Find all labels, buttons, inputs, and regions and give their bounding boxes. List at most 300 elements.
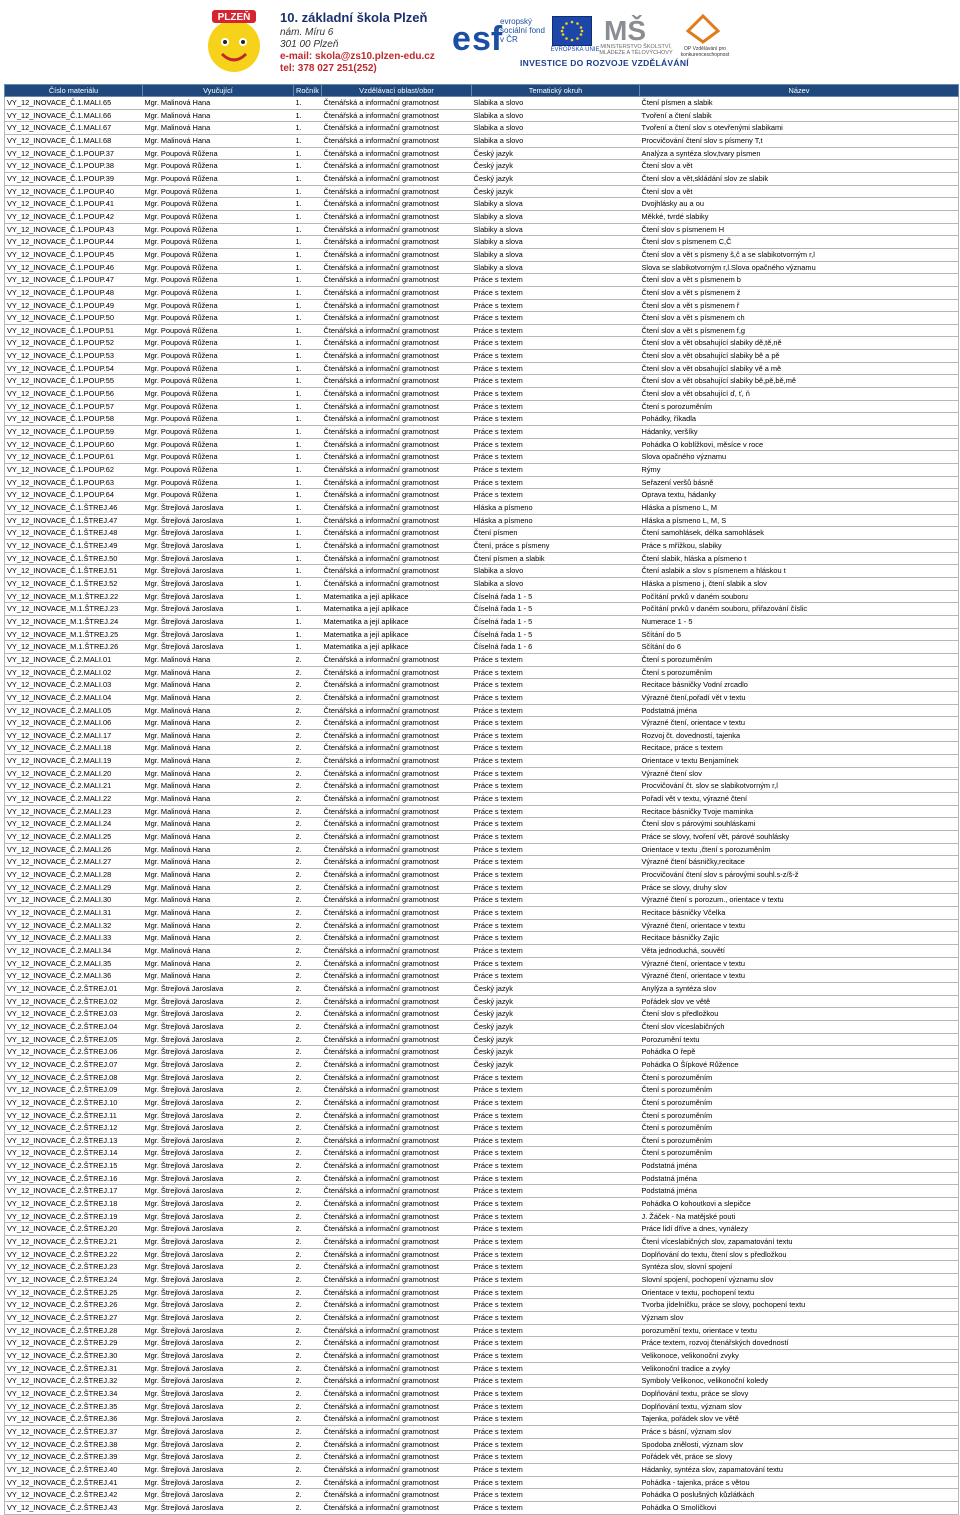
cell-okruh: Práce s textem	[472, 1147, 640, 1160]
cell-oblast: Čtenářská a informační gramotnost	[322, 1299, 472, 1312]
cell-cislo: VY_12_INOVACE_M.1.ŠTREJ.26	[5, 641, 143, 654]
cell-okruh: Práce s textem	[472, 426, 640, 439]
cell-vyucujici: Mgr. Štrejlová Jaroslava	[143, 1299, 294, 1312]
cell-okruh: Čtení písmen	[472, 527, 640, 540]
cell-vyucujici: Mgr. Štrejlová Jaroslava	[143, 982, 294, 995]
cell-cislo: VY_12_INOVACE_Č.2.MALI.06	[5, 717, 143, 730]
table-row	[5, 362, 959, 375]
table-row	[5, 324, 959, 337]
table-row	[5, 1274, 959, 1287]
table-row	[5, 1248, 959, 1261]
table-row	[5, 1122, 959, 1135]
cell-vyucujici: Mgr. Malinová Hana	[143, 856, 294, 869]
cell-nazev: Práce se slovy, druhy slov	[640, 881, 959, 894]
cell-oblast: Čtenářská a informační gramotnost	[322, 337, 472, 350]
cell-cislo: VY_12_INOVACE_Č.2.MALI.35	[5, 957, 143, 970]
cell-okruh: Slabika a slovo	[472, 122, 640, 135]
cell-okruh: Slabika a slovo	[472, 109, 640, 122]
cell-vyucujici: Mgr. Štrejlová Jaroslava	[143, 1134, 294, 1147]
cell-cislo: VY_12_INOVACE_Č.2.MALI.36	[5, 970, 143, 983]
cell-okruh: Práce s textem	[472, 1134, 640, 1147]
cell-okruh: Český jazyk	[472, 995, 640, 1008]
cell-rocnik: 1.	[294, 324, 322, 337]
cell-nazev: Pohádky, říkadla	[640, 413, 959, 426]
table-row	[5, 172, 959, 185]
cell-rocnik: 1.	[294, 362, 322, 375]
cell-nazev: Hláska a písmeno L, M	[640, 502, 959, 515]
cell-okruh: Práce s textem	[472, 1248, 640, 1261]
cell-nazev: Výrazné čtení, orientace v textu	[640, 970, 959, 983]
cell-okruh: Slabiky a slova	[472, 198, 640, 211]
cell-oblast: Čtenářská a informační gramotnost	[322, 160, 472, 173]
cell-vyucujici: Mgr. Štrejlová Jaroslava	[143, 1160, 294, 1173]
cell-okruh: Práce s textem	[472, 1337, 640, 1350]
cell-rocnik: 1.	[294, 400, 322, 413]
table-row	[5, 691, 959, 704]
cell-oblast: Matematika a její aplikace	[322, 628, 472, 641]
table-row	[5, 666, 959, 679]
cell-oblast: Čtenářská a informační gramotnost	[322, 577, 472, 590]
cell-nazev: Čtení s porozuměním	[640, 1147, 959, 1160]
cell-cislo: VY_12_INOVACE_Č.2.ŠTREJ.06	[5, 1046, 143, 1059]
cell-rocnik: 1.	[294, 628, 322, 641]
cell-oblast: Čtenářská a informační gramotnost	[322, 426, 472, 439]
table-row	[5, 1033, 959, 1046]
cell-vyucujici: Mgr. Štrejlová Jaroslava	[143, 527, 294, 540]
cell-cislo: VY_12_INOVACE_Č.2.MALI.02	[5, 666, 143, 679]
cell-rocnik: 2.	[294, 1299, 322, 1312]
table-row	[5, 476, 959, 489]
cell-nazev: Recitace básničky Včelka	[640, 907, 959, 920]
cell-okruh: Práce s textem	[472, 1198, 640, 1211]
cell-cislo: VY_12_INOVACE_Č.2.MALI.32	[5, 919, 143, 932]
cell-cislo: VY_12_INOVACE_Č.2.MALI.05	[5, 704, 143, 717]
table-row	[5, 856, 959, 869]
cell-rocnik: 2.	[294, 1046, 322, 1059]
cell-vyucujici: Mgr. Štrejlová Jaroslava	[143, 603, 294, 616]
cell-cislo: VY_12_INOVACE_Č.1.POUP.62	[5, 464, 143, 477]
cell-vyucujici: Mgr. Štrejlová Jaroslava	[143, 1286, 294, 1299]
cell-okruh: Práce s textem	[472, 793, 640, 806]
cell-oblast: Čtenářská a informační gramotnost	[322, 552, 472, 565]
cell-nazev: Pořádek vět, práce se slovy	[640, 1451, 959, 1464]
table-row	[5, 198, 959, 211]
cell-rocnik: 2.	[294, 995, 322, 1008]
cell-oblast: Čtenářská a informační gramotnost	[322, 489, 472, 502]
table-row	[5, 843, 959, 856]
cell-rocnik: 2.	[294, 742, 322, 755]
cell-okruh: Práce s textem	[472, 1223, 640, 1236]
cell-rocnik: 2.	[294, 1501, 322, 1514]
cell-cislo: VY_12_INOVACE_Č.1.MALI.66	[5, 109, 143, 122]
cell-rocnik: 2.	[294, 1489, 322, 1502]
cell-oblast: Čtenářská a informační gramotnost	[322, 122, 472, 135]
cell-cislo: VY_12_INOVACE_Č.1.POUP.39	[5, 172, 143, 185]
cell-vyucujici: Mgr. Štrejlová Jaroslava	[143, 1463, 294, 1476]
cell-nazev: Čtení slov a vět obsahující slabiky bě a pě	[640, 350, 959, 363]
cell-vyucujici: Mgr. Štrejlová Jaroslava	[143, 1274, 294, 1287]
cell-rocnik: 2.	[294, 1033, 322, 1046]
cell-oblast: Čtenářská a informační gramotnost	[322, 400, 472, 413]
cell-oblast: Čtenářská a informační gramotnost	[322, 793, 472, 806]
cell-rocnik: 2.	[294, 907, 322, 920]
cell-oblast: Čtenářská a informační gramotnost	[322, 286, 472, 299]
table-row	[5, 641, 959, 654]
cell-cislo: VY_12_INOVACE_Č.1.POUP.56	[5, 388, 143, 401]
table-row	[5, 286, 959, 299]
cell-cislo: VY_12_INOVACE_M.1.ŠTREJ.23	[5, 603, 143, 616]
cell-rocnik: 1.	[294, 236, 322, 249]
cell-rocnik: 1.	[294, 299, 322, 312]
cell-nazev: Čtení slov a vět s písmenem ch	[640, 312, 959, 325]
cell-vyucujici: Mgr. Štrejlová Jaroslava	[143, 1084, 294, 1097]
table-row	[5, 1071, 959, 1084]
cell-rocnik: 2.	[294, 729, 322, 742]
cell-oblast: Matematika a její aplikace	[322, 641, 472, 654]
cell-cislo: VY_12_INOVACE_Č.1.ŠTREJ.50	[5, 552, 143, 565]
cell-vyucujici: Mgr. Poupová Růžena	[143, 223, 294, 236]
cell-okruh: Český jazyk	[472, 147, 640, 160]
cell-rocnik: 2.	[294, 1223, 322, 1236]
table-row	[5, 160, 959, 173]
cell-cislo: VY_12_INOVACE_Č.2.MALI.22	[5, 793, 143, 806]
table-row	[5, 1134, 959, 1147]
col-header-vyucujici: Vyučující	[143, 85, 294, 97]
cell-vyucujici: Mgr. Poupová Růžena	[143, 312, 294, 325]
cell-oblast: Čtenářská a informační gramotnost	[322, 1046, 472, 1059]
cell-cislo: VY_12_INOVACE_Č.2.ŠTREJ.04	[5, 1020, 143, 1033]
cell-vyucujici: Mgr. Malinová Hana	[143, 894, 294, 907]
cell-nazev: Tvoření a čtení slov s otevřenými slabikami	[640, 122, 959, 135]
cell-rocnik: 2.	[294, 1084, 322, 1097]
address-line-2: 301 00 Plzeň	[280, 39, 339, 50]
table-row	[5, 514, 959, 527]
cell-vyucujici: Mgr. Štrejlová Jaroslava	[143, 1096, 294, 1109]
cell-cislo: VY_12_INOVACE_Č.2.ŠTREJ.29	[5, 1337, 143, 1350]
table-row	[5, 1476, 959, 1489]
cell-vyucujici: Mgr. Štrejlová Jaroslava	[143, 1489, 294, 1502]
cell-okruh: Práce s textem	[472, 1299, 640, 1312]
cell-oblast: Čtenářská a informační gramotnost	[322, 147, 472, 160]
cell-okruh: Práce s textem	[472, 350, 640, 363]
cell-nazev: Pohádka - tajenka, práce s větou	[640, 1476, 959, 1489]
cell-rocnik: 2.	[294, 1020, 322, 1033]
table-body	[5, 97, 959, 1515]
cell-okruh: Slabiky a slova	[472, 248, 640, 261]
cell-okruh: Práce s textem	[472, 362, 640, 375]
cell-cislo: VY_12_INOVACE_Č.1.POUP.53	[5, 350, 143, 363]
table-row	[5, 1375, 959, 1388]
cell-oblast: Čtenářská a informační gramotnost	[322, 995, 472, 1008]
table-header-row	[5, 85, 959, 97]
cell-cislo: VY_12_INOVACE_Č.1.POUP.44	[5, 236, 143, 249]
cell-nazev: Čtení slov a vět s písmenem ž	[640, 286, 959, 299]
cell-rocnik: 2.	[294, 1008, 322, 1021]
cell-vyucujici: Mgr. Malinová Hana	[143, 957, 294, 970]
cell-vyucujici: Mgr. Poupová Růžena	[143, 337, 294, 350]
table-row	[5, 628, 959, 641]
cell-cislo: VY_12_INOVACE_Č.2.ŠTREJ.39	[5, 1451, 143, 1464]
cell-oblast: Čtenářská a informační gramotnost	[322, 261, 472, 274]
cell-rocnik: 1.	[294, 160, 322, 173]
cell-okruh: Český jazyk	[472, 172, 640, 185]
cell-rocnik: 1.	[294, 451, 322, 464]
cell-vyucujici: Mgr. Poupová Růžena	[143, 451, 294, 464]
cell-nazev: Procvičování čt. slov se slabikotvorným r,l	[640, 780, 959, 793]
cell-cislo: VY_12_INOVACE_Č.2.ŠTREJ.17	[5, 1185, 143, 1198]
cell-oblast: Čtenářská a informační gramotnost	[322, 1463, 472, 1476]
cell-rocnik: 1.	[294, 312, 322, 325]
cell-okruh: Práce s textem	[472, 451, 640, 464]
cell-cislo: VY_12_INOVACE_Č.2.ŠTREJ.03	[5, 1008, 143, 1021]
cell-cislo: VY_12_INOVACE_Č.1.POUP.54	[5, 362, 143, 375]
cell-okruh: Práce s textem	[472, 1109, 640, 1122]
cell-rocnik: 2.	[294, 1425, 322, 1438]
table-row	[5, 1451, 959, 1464]
cell-okruh: Práce s textem	[472, 375, 640, 388]
cell-okruh: Práce s textem	[472, 1463, 640, 1476]
cell-oblast: Čtenářská a informační gramotnost	[322, 1476, 472, 1489]
cell-nazev: Podstatná jména	[640, 1185, 959, 1198]
school-phone: tel: 378 027 251(252)	[280, 63, 377, 74]
cell-rocnik: 2.	[294, 1362, 322, 1375]
table-row	[5, 679, 959, 692]
cell-vyucujici: Mgr. Štrejlová Jaroslava	[143, 1476, 294, 1489]
school-email[interactable]: e-mail: skola@zs10.plzen-edu.cz	[280, 51, 435, 62]
cell-nazev: Syntéza slov, slovní spojení	[640, 1261, 959, 1274]
cell-nazev: Čtení slov víceslabičných	[640, 1020, 959, 1033]
cell-vyucujici: Mgr. Malinová Hana	[143, 970, 294, 983]
cell-rocnik: 2.	[294, 1476, 322, 1489]
cell-cislo: VY_12_INOVACE_Č.2.ŠTREJ.24	[5, 1274, 143, 1287]
cell-rocnik: 2.	[294, 704, 322, 717]
svg-text:e: e	[452, 20, 471, 58]
cell-rocnik: 1.	[294, 603, 322, 616]
cell-cislo: VY_12_INOVACE_Č.2.ŠTREJ.14	[5, 1147, 143, 1160]
cell-okruh: Práce s textem	[472, 767, 640, 780]
col-header-oblast: Vzdělávací oblast/obor	[322, 85, 472, 97]
cell-oblast: Čtenářská a informační gramotnost	[322, 248, 472, 261]
table-row	[5, 805, 959, 818]
cell-vyucujici: Mgr. Malinová Hana	[143, 818, 294, 831]
cell-cislo: VY_12_INOVACE_Č.2.ŠTREJ.37	[5, 1425, 143, 1438]
table-row	[5, 1160, 959, 1173]
cell-oblast: Čtenářská a informační gramotnost	[322, 1501, 472, 1514]
cell-nazev: Práce se slovy, tvoření vět, párové souhlásky	[640, 831, 959, 844]
cell-okruh: Slabiky a slova	[472, 261, 640, 274]
cell-nazev: Čtení slov a vět s písmenem f,g	[640, 324, 959, 337]
cell-okruh: Práce s textem	[472, 1071, 640, 1084]
cell-cislo: VY_12_INOVACE_M.1.ŠTREJ.22	[5, 590, 143, 603]
cell-oblast: Čtenářská a informační gramotnost	[322, 679, 472, 692]
cell-okruh: Práce s textem	[472, 932, 640, 945]
cell-oblast: Čtenářská a informační gramotnost	[322, 1489, 472, 1502]
cell-okruh: Práce s textem	[472, 1387, 640, 1400]
cell-oblast: Čtenářská a informační gramotnost	[322, 1071, 472, 1084]
cell-cislo: VY_12_INOVACE_Č.1.MALI.65	[5, 97, 143, 110]
table-row	[5, 1299, 959, 1312]
cell-nazev: Pohádka O poslušných kůzlátkách	[640, 1489, 959, 1502]
cell-cislo: VY_12_INOVACE_Č.2.ŠTREJ.27	[5, 1312, 143, 1325]
cell-okruh: Práce s textem	[472, 1185, 640, 1198]
table-row	[5, 1046, 959, 1059]
cell-cislo: VY_12_INOVACE_Č.1.POUP.57	[5, 400, 143, 413]
cell-okruh: Práce s textem	[472, 919, 640, 932]
cell-oblast: Čtenářská a informační gramotnost	[322, 919, 472, 932]
cell-vyucujici: Mgr. Malinová Hana	[143, 755, 294, 768]
cell-nazev: Pořádek slov ve větě	[640, 995, 959, 1008]
cell-rocnik: 1.	[294, 274, 322, 287]
cell-nazev: Hláska a písmeno j, čtení slabik a slov	[640, 577, 959, 590]
cell-vyucujici: Mgr. Poupová Růžena	[143, 464, 294, 477]
cell-vyucujici: Mgr. Štrejlová Jaroslava	[143, 1236, 294, 1249]
cell-rocnik: 2.	[294, 1349, 322, 1362]
table-row	[5, 1185, 959, 1198]
table-row	[5, 350, 959, 363]
col-header-rocnik: Ročník	[294, 85, 322, 97]
cell-oblast: Čtenářská a informační gramotnost	[322, 134, 472, 147]
cell-nazev: Tajenka, pořádek slov ve větě	[640, 1413, 959, 1426]
cell-vyucujici: Mgr. Malinová Hana	[143, 831, 294, 844]
cell-oblast: Čtenářská a informační gramotnost	[322, 907, 472, 920]
cell-cislo: VY_12_INOVACE_Č.1.ŠTREJ.52	[5, 577, 143, 590]
cell-okruh: Práce s textem	[472, 476, 640, 489]
cell-vyucujici: Mgr. Štrejlová Jaroslava	[143, 1387, 294, 1400]
table-row	[5, 869, 959, 882]
cell-vyucujici: Mgr. Malinová Hana	[143, 134, 294, 147]
school-info	[280, 10, 435, 75]
cell-oblast: Čtenářská a informační gramotnost	[322, 805, 472, 818]
table-row	[5, 742, 959, 755]
cell-okruh: Čtení, práce s písmeny	[472, 539, 640, 552]
cell-okruh: Číselná řada 1 - 5	[472, 590, 640, 603]
document-header	[0, 0, 960, 82]
cell-rocnik: 2.	[294, 1274, 322, 1287]
cell-vyucujici: Mgr. Poupová Růžena	[143, 286, 294, 299]
cell-nazev: J. Žáček - Na matějské pouti	[640, 1210, 959, 1223]
cell-rocnik: 2.	[294, 1134, 322, 1147]
cell-vyucujici: Mgr. Štrejlová Jaroslava	[143, 1248, 294, 1261]
cell-okruh: Práce s textem	[472, 1274, 640, 1287]
cell-vyucujici: Mgr. Poupová Růžena	[143, 160, 294, 173]
cell-oblast: Čtenářská a informační gramotnost	[322, 1122, 472, 1135]
cell-rocnik: 1.	[294, 502, 322, 515]
cell-rocnik: 1.	[294, 489, 322, 502]
cell-vyucujici: Mgr. Malinová Hana	[143, 780, 294, 793]
investice-slogan: INVESTICE DO ROZVOJE VZDĚLÁVÁNÍ	[520, 58, 689, 68]
cell-oblast: Čtenářská a informační gramotnost	[322, 970, 472, 983]
cell-nazev: Práce textem, rozvoj čtenářských dovedností	[640, 1337, 959, 1350]
cell-rocnik: 2.	[294, 843, 322, 856]
cell-vyucujici: Mgr. Malinová Hana	[143, 653, 294, 666]
cell-okruh: Práce s textem	[472, 274, 640, 287]
cell-cislo: VY_12_INOVACE_Č.1.ŠTREJ.47	[5, 514, 143, 527]
cell-vyucujici: Mgr. Štrejlová Jaroslava	[143, 1312, 294, 1325]
cell-vyucujici: Mgr. Poupová Růžena	[143, 299, 294, 312]
cell-cislo: VY_12_INOVACE_Č.2.ŠTREJ.02	[5, 995, 143, 1008]
cell-rocnik: 2.	[294, 894, 322, 907]
cell-nazev: Orientace v textu, pochopení textu	[640, 1286, 959, 1299]
cell-nazev: Recitace básničky Vodní zrcadlo	[640, 679, 959, 692]
cell-nazev: Spodoba znělosti, význam slov	[640, 1438, 959, 1451]
table-row	[5, 1387, 959, 1400]
cell-cislo: VY_12_INOVACE_Č.2.ŠTREJ.18	[5, 1198, 143, 1211]
cell-oblast: Čtenářská a informační gramotnost	[322, 1172, 472, 1185]
table-row	[5, 413, 959, 426]
cell-oblast: Čtenářská a informační gramotnost	[322, 476, 472, 489]
cell-cislo: VY_12_INOVACE_Č.2.MALI.19	[5, 755, 143, 768]
cell-nazev: Recitace básničky Zajíc	[640, 932, 959, 945]
cell-oblast: Čtenářská a informační gramotnost	[322, 1134, 472, 1147]
cell-vyucujici: Mgr. Poupová Růžena	[143, 248, 294, 261]
table-row	[5, 717, 959, 730]
cell-nazev: Čtení slov s předložkou	[640, 1008, 959, 1021]
cell-okruh: Český jazyk	[472, 1058, 640, 1071]
cell-rocnik: 2.	[294, 1451, 322, 1464]
cell-oblast: Čtenářská a informační gramotnost	[322, 1236, 472, 1249]
cell-oblast: Čtenářská a informační gramotnost	[322, 729, 472, 742]
cell-okruh: Práce s textem	[472, 1096, 640, 1109]
cell-cislo: VY_12_INOVACE_Č.2.ŠTREJ.10	[5, 1096, 143, 1109]
cell-okruh: Číselná řada 1 - 6	[472, 641, 640, 654]
materials-table-container	[4, 84, 958, 1515]
cell-nazev: Měkké, tvrdé slabiky	[640, 210, 959, 223]
col-header-cislo: Číslo materiálu	[5, 85, 143, 97]
cell-cislo: VY_12_INOVACE_Č.2.MALI.34	[5, 944, 143, 957]
cell-nazev: Výrazné čtení slov	[640, 767, 959, 780]
table-row	[5, 223, 959, 236]
cell-oblast: Čtenářská a informační gramotnost	[322, 312, 472, 325]
cell-oblast: Čtenářská a informační gramotnost	[322, 539, 472, 552]
cell-okruh: Práce s textem	[472, 1375, 640, 1388]
cell-oblast: Čtenářská a informační gramotnost	[322, 1261, 472, 1274]
cell-nazev: Recitace básničky Tvoje maminka	[640, 805, 959, 818]
cell-nazev: Čtení s porozuměním	[640, 666, 959, 679]
cell-vyucujici: Mgr. Štrejlová Jaroslava	[143, 514, 294, 527]
esf-label: evropský sociální fond v ČR	[500, 17, 545, 44]
cell-rocnik: 2.	[294, 818, 322, 831]
cell-oblast: Čtenářská a informační gramotnost	[322, 666, 472, 679]
cell-nazev: Pohádka O koblížkovi, měsíce v roce	[640, 438, 959, 451]
cell-cislo: VY_12_INOVACE_Č.2.MALI.25	[5, 831, 143, 844]
cell-cislo: VY_12_INOVACE_Č.1.MALI.67	[5, 122, 143, 135]
cell-cislo: VY_12_INOVACE_Č.1.POUP.49	[5, 299, 143, 312]
cell-rocnik: 2.	[294, 957, 322, 970]
cell-okruh: Práce s textem	[472, 438, 640, 451]
cell-okruh: Práce s textem	[472, 717, 640, 730]
cell-rocnik: 2.	[294, 691, 322, 704]
cell-okruh: Slabika a slovo	[472, 97, 640, 110]
cell-vyucujici: Mgr. Poupová Růžena	[143, 489, 294, 502]
school-logo-icon	[198, 8, 270, 76]
cell-rocnik: 2.	[294, 1463, 322, 1476]
cell-oblast: Matematika a její aplikace	[322, 603, 472, 616]
cell-rocnik: 2.	[294, 881, 322, 894]
cell-rocnik: 1.	[294, 641, 322, 654]
msmt-logo-icon	[600, 12, 660, 46]
cell-vyucujici: Mgr. Malinová Hana	[143, 679, 294, 692]
cell-rocnik: 1.	[294, 590, 322, 603]
cell-vyucujici: Mgr. Štrejlová Jaroslava	[143, 628, 294, 641]
cell-rocnik: 1.	[294, 388, 322, 401]
cell-rocnik: 1.	[294, 223, 322, 236]
cell-cislo: VY_12_INOVACE_Č.1.POUP.40	[5, 185, 143, 198]
cell-oblast: Čtenářská a informační gramotnost	[322, 324, 472, 337]
cell-vyucujici: Mgr. Štrejlová Jaroslava	[143, 1033, 294, 1046]
cell-okruh: Práce s textem	[472, 704, 640, 717]
table-row	[5, 932, 959, 945]
cell-vyucujici: Mgr. Štrejlová Jaroslava	[143, 577, 294, 590]
